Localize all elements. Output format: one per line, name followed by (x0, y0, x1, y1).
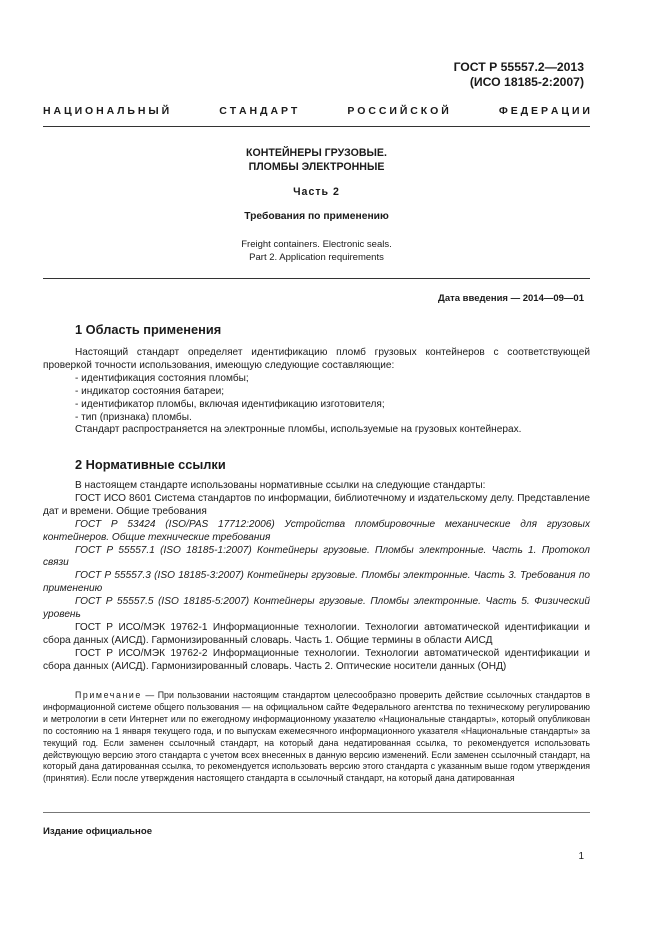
normative-reference: ГОСТ Р ИСО/МЭК 19762-1 Информационные технологии. Технологии автоматической идентификации и сбора данных (АИСД). Гармонизированный словарь. Часть 1. Общие термины в области АИСД (43, 621, 590, 646)
section-1-paragraph: Настоящий стандарт определяет идентификацию пломб грузовых контейнеров с соответствующей проверкой точности использования, имеющую следующие составляющие: (43, 347, 590, 371)
normative-reference: ГОСТ Р 55557.3 (ISO 18185-3:2007) Контейнеры грузовые. Пломбы электронные. Часть 3. Требования по применению (43, 570, 590, 595)
title-divider (43, 278, 590, 279)
normative-reference: ГОСТ ИСО 8601 Система стандартов по информации, библиотечному и издательскому делу. Представление дат и времени. Общие требования (43, 492, 590, 517)
part-label: Часть 2 (293, 186, 340, 198)
banner-word: Н А Ц И О Н А Л Ь Н Ы Й (43, 105, 170, 117)
section-2-intro: В настоящем стандарте использованы нормативные ссылки на следующие стандарты: (75, 480, 486, 491)
section-1-body (43, 347, 590, 437)
section-2-body (43, 480, 590, 674)
banner-word: Р О С С И Й С К О Й (347, 105, 449, 117)
header-divider (43, 126, 590, 127)
list-item: - индикатор состояния батареи; (75, 385, 225, 397)
section-1-heading: 1 Область применения (75, 322, 222, 337)
normative-reference: ГОСТ Р ИСО/МЭК 19762-2 Информационные технологии. Технологии автоматической идентификации и сбора данных (АИСД). Гармонизированный словарь. Часть 2. Оптические носители данных (ОНД) (43, 647, 590, 672)
note-text: — При пользовании настоящим стандартом целесообразно проверить действие ссылочных стандартов в информационной системе общего пользования — на официальном сайте Федерального агентства по техническому регулированию и метрологии в сети Интернет или по ежегодному информационному указателю «Национальные стандарты», который опубликован по состоянию на 1 января текущего года, и по выпускам ежемесячного информационного указателя «Национальные стандарты» за текущий год. Если заменен ссылочный стандарт, на который дана недатированная ссылка, то рекомендуется использовать действующую версию этого стандарта с учетом всех внесенных в данную версию изменений. Если заменен ссылочный стандарт, на который дана датированная ссылка, то рекомендуется использовать версию этого стандарта с указанным выше годом утверждения (принятия). Если после утверждения настоящего стандарта в ссылочный стандарт, на который дана датированная (43, 690, 590, 784)
list-item: - идентификация состояния пломбы; (75, 372, 249, 384)
english-title-line-2: Part 2. Application requirements (249, 252, 384, 263)
official-edition-label: Издание официальное (43, 826, 153, 837)
english-title (43, 238, 590, 264)
title-line-1: КОНТЕЙНЕРЫ ГРУЗОВЫЕ. (246, 147, 387, 159)
title-line-2: ПЛОМБЫ ЭЛЕКТРОННЫЕ (248, 160, 385, 173)
normative-reference: ГОСТ Р 53424 (ISO/PAS 17712:2006) Устройства пломбировочные механические для грузовых контейнеров. Общие технические требования (43, 518, 590, 543)
iso-number: (ИСО 18185-2:2007) (469, 75, 584, 89)
section-2-heading: 2 Нормативные ссылки (75, 457, 226, 472)
section-1-closing: Стандарт распространяется на электронные пломбы, используемые на грузовых контейнерах. (75, 424, 522, 436)
english-title-line-1: Freight containers. Electronic seals. (241, 239, 392, 250)
banner-word: С Т А Н Д А Р Т (219, 105, 298, 117)
page-number: 1 (578, 851, 584, 862)
list-item: - идентификатор пломбы, включая идентификацию изготовителя; (75, 398, 385, 410)
document-subtitle: Требования по применению (244, 211, 389, 222)
normative-reference: ГОСТ Р 55557.1 (ISO 18185-1:2007) Контейнеры грузовые. Пломбы электронные. Часть 1. Протокол связи (43, 544, 590, 569)
note-block (43, 690, 590, 785)
standard-number-block (454, 60, 584, 90)
introduction-date: Дата введения — 2014—09—01 (438, 293, 584, 304)
list-item: - тип (признака) пломбы. (75, 411, 192, 423)
standard-number: ГОСТ Р 55557.2—2013 (453, 60, 584, 74)
national-standard-banner (43, 105, 590, 117)
banner-word: Ф Е Д Е Р А Ц И И (498, 105, 590, 117)
normative-reference: ГОСТ Р 55557.5 (ISO 18185-5:2007) Контейнеры грузовые. Пломбы электронные. Часть 5. Физический уровень (43, 596, 590, 621)
footer-divider (43, 812, 590, 813)
note-label: Примечание (75, 690, 142, 700)
document-title (43, 147, 590, 174)
